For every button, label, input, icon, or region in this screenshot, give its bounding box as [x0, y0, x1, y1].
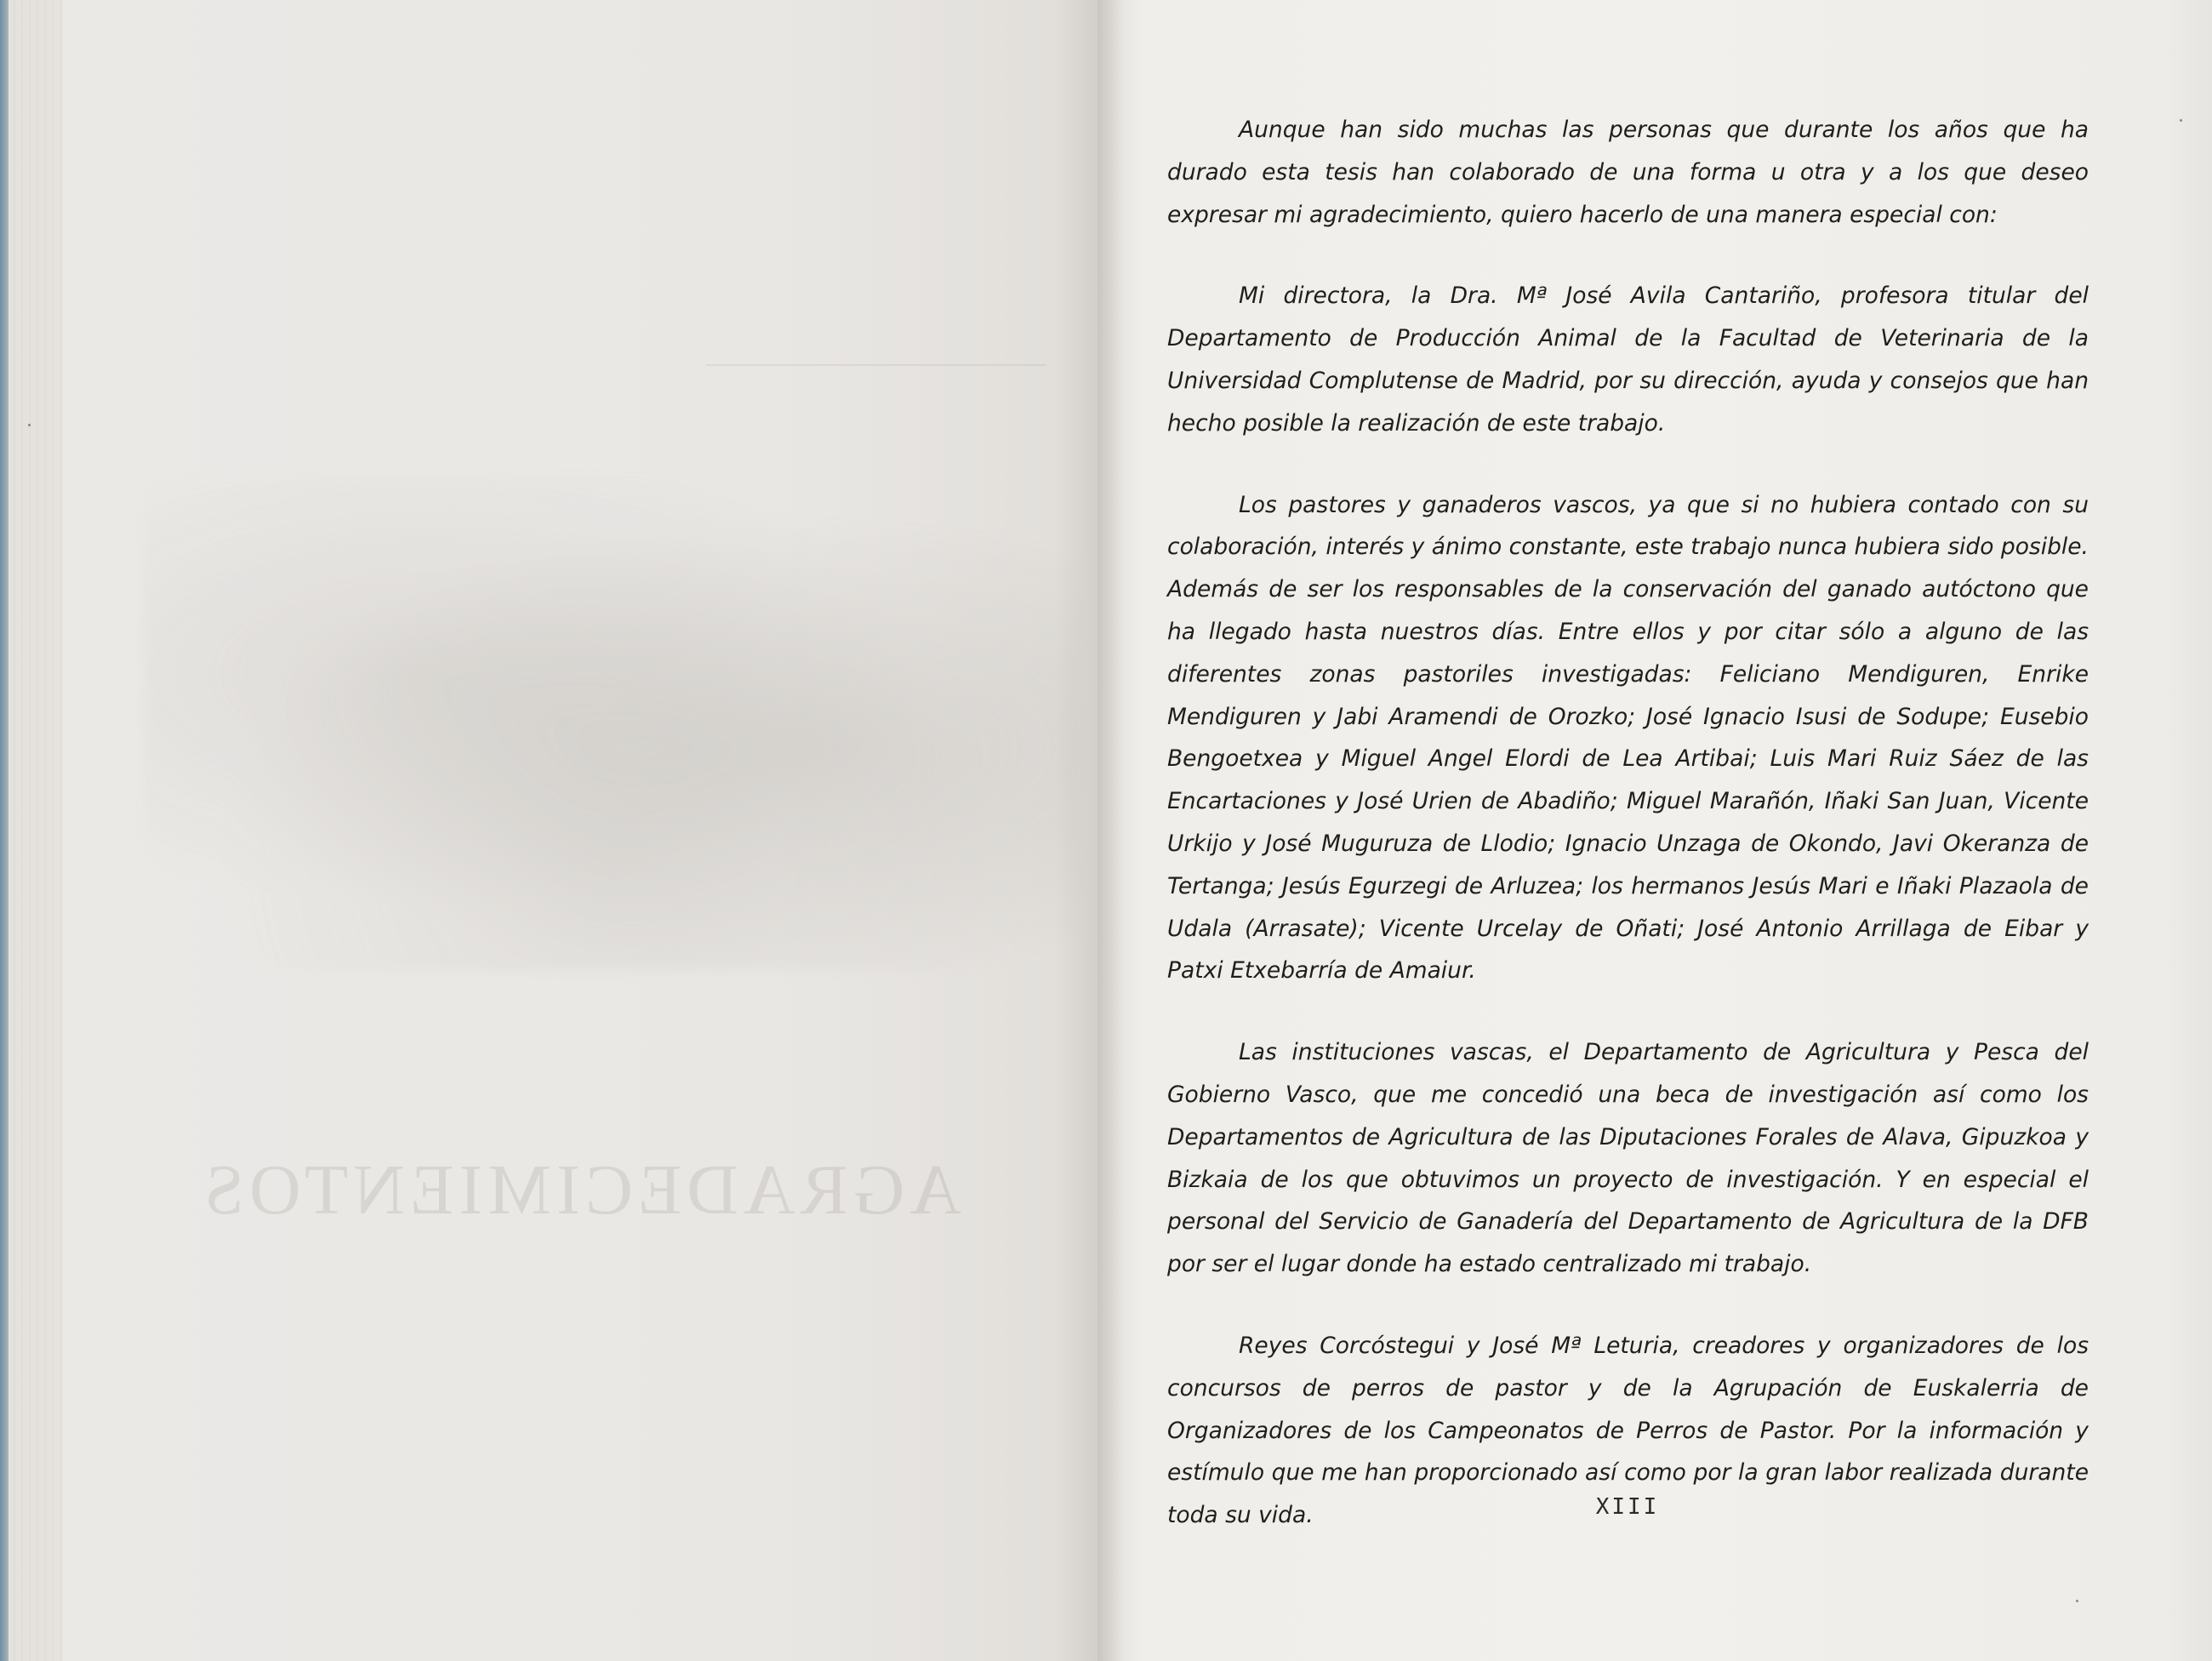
show-through-caption — [706, 364, 1046, 366]
book-gutter — [1097, 0, 1142, 1661]
paragraph-institutions: Las instituciones vascas, el Departamento de Agricultura y Pesca del Gobierno Vasco, que me concedió una beca de investigación así como los Departamentos de Agricultura de las Diputaciones Forales de Alava, Gipuzkoa y Bizkaia de los que obtuvimos un proyecto de investigación. Y en especial el personal del Servicio de Ganadería del Departamento de Agricultura de la DFB por ser el lugar donde ha estado centralizado mi trabajo. — [1167, 1039, 2089, 1278]
cover-edge — [0, 0, 9, 1661]
show-through-illustration — [145, 477, 1080, 970]
page-stack-edge — [9, 0, 63, 1661]
paper-speck — [28, 424, 31, 426]
paper-speck — [2180, 119, 2182, 122]
paragraph-shepherds: Los pastores y ganaderos vascos, ya que si no hubiera contado con su colaboración, interés y ánimo constante, este trabajo nunca hubiera sido posible. Además de ser los responsables de la conservación del ganado autóctono que ha llegado hasta nuestros días. Entre ellos y por citar sólo a alguno de las diferentes zonas pastoriles investigadas: Feliciano Mendiguren, Enrike Mendiguren y Jabi Aramendi de Orozko; José Ignacio Isusi de Sodupe; Eusebio Bengoetxea y Miguel Angel Elordi de Lea Artibai; Luis Mari Ruiz Sáez de las Encartaciones y José Urien de Abadiño; Miguel Marañón, Iñaki San Juan, Vicente Urkijo y José Muguruza de Llodio; Ignacio Unzaga de Okondo, Javi Okeranza de Tertanga; Jesús Egurzegi de Arluzea; los hermanos Jesús Mari e Iñaki Plazaola de Udala (Arrasate); Vicente Urcelay de Oñati; José Antonio Arrillaga de Eibar y Patxi Etxebarría de Amaiur. — [1167, 491, 2089, 985]
paper-speck — [2076, 1600, 2078, 1602]
page-number: XIII — [1595, 1494, 1660, 1520]
acknowledgements-text — [1167, 109, 2089, 1576]
show-through-heading: AGRADECIMIENTOS — [199, 1150, 961, 1230]
paragraph-intro: Aunque han sido muchas las personas que durante los años que ha durado esta tesis han colaborado de una forma u otra y a los que deseo expresar mi agradecimiento, quiero hacerlo de una manera especial con: — [1167, 117, 2089, 228]
paragraph-director: Mi directora, la Dra. Mª José Avila Cantariño, profesora titular del Departamento de Producción Animal de la Facultad de Veterinaria de la Universidad Complutense de Madrid, por su dirección, ayuda y consejos que han hecho posible la realización de este trabajo. — [1167, 283, 2089, 437]
paragraph-sheepdog-organizers: Reyes Corcóstegui y José Mª Leturia, creadores y organizadores de los concursos de perros de pastor y de la Agrupación de Euskalerria de Organizadores de los Campeonatos de Perros de Pastor. Por la información y estímulo que me han proporcionado así como por la gran labor realizada durante toda su vida. — [1167, 1332, 2089, 1529]
